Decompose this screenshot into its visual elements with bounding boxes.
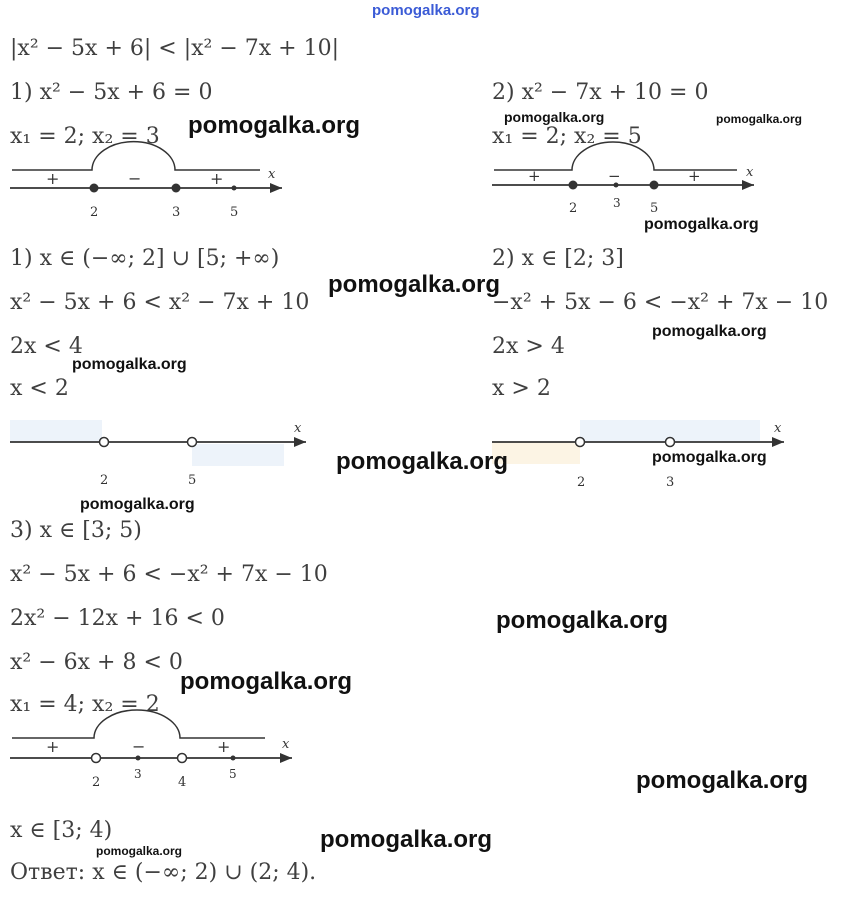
problem-statement: |x² − 5x + 6| < |x² − 7x + 10| bbox=[10, 36, 340, 61]
number-line-5 bbox=[10, 732, 300, 792]
tick-label: 5 bbox=[650, 201, 659, 216]
case-2-result: x > 2 bbox=[492, 376, 551, 401]
tick-label: 2 bbox=[92, 775, 101, 790]
sign-label: − bbox=[128, 169, 142, 188]
case-3-roots: x₁ = 4; x₂ = 2 bbox=[10, 692, 160, 717]
roots-2: x₁ = 2; x₂ = 5 bbox=[492, 124, 642, 149]
roots-1: x₁ = 2; x₂ = 3 bbox=[10, 124, 160, 149]
sign-label: + bbox=[46, 737, 60, 756]
case-3-result: x ∈ [3; 4) bbox=[10, 818, 113, 843]
number-line-2 bbox=[492, 162, 767, 222]
axis-var-label: x bbox=[746, 165, 754, 180]
sign-label: + bbox=[46, 169, 60, 188]
watermark: pomogalka.org bbox=[496, 607, 669, 634]
sign-label: − bbox=[608, 167, 621, 185]
tick-label: 5 bbox=[230, 205, 239, 220]
tick-label: 5 bbox=[188, 473, 197, 488]
case-1-interval: 1) x ∈ (−∞; 2] ∪ [5; +∞) bbox=[10, 246, 280, 271]
case-1-inequality: x² − 5x + 6 < x² − 7x + 10 bbox=[10, 290, 310, 315]
watermark-top: pomogalka.org bbox=[372, 2, 480, 19]
case-3-interval: 3) x ∈ [3; 5) bbox=[10, 518, 142, 543]
axis-var-label: x bbox=[774, 421, 782, 436]
tick-label: 3 bbox=[134, 767, 142, 781]
case-1-step: 2x < 4 bbox=[10, 334, 83, 359]
sign-label: + bbox=[217, 737, 231, 756]
watermark: pomogalka.org bbox=[320, 826, 493, 853]
tick-label: 2 bbox=[569, 201, 578, 216]
case-2-inequality: −x² + 5x − 6 < −x² + 7x − 10 bbox=[492, 290, 829, 315]
watermark: pomogalka.org bbox=[72, 356, 187, 373]
watermark: pomogalka.org bbox=[188, 112, 361, 139]
watermark: pomogalka.org bbox=[180, 668, 353, 695]
tick-label: 2 bbox=[100, 473, 109, 488]
number-line-3 bbox=[10, 418, 310, 493]
case-2-step: 2x > 4 bbox=[492, 334, 565, 359]
case-3-step-2: x² − 6x + 8 < 0 bbox=[10, 650, 183, 675]
tick-label: 2 bbox=[90, 205, 99, 220]
watermark: pomogalka.org bbox=[652, 449, 767, 466]
watermark: pomogalka.org bbox=[336, 448, 509, 475]
axis-var-label: x bbox=[294, 421, 302, 436]
watermark: pomogalka.org bbox=[504, 109, 605, 125]
case-3-inequality: x² − 5x + 6 < −x² + 7x − 10 bbox=[10, 562, 328, 587]
equation-1: 1) x² − 5x + 6 = 0 bbox=[10, 80, 213, 105]
watermark: pomogalka.org bbox=[328, 271, 501, 298]
tick-label: 3 bbox=[666, 475, 675, 490]
case-2-interval: 2) x ∈ [2; 3] bbox=[492, 246, 624, 271]
sign-label: + bbox=[528, 167, 541, 185]
axis-var-label: x bbox=[282, 737, 290, 752]
watermark: pomogalka.org bbox=[716, 112, 803, 126]
tick-label: 3 bbox=[613, 196, 621, 210]
tick-label: 3 bbox=[172, 205, 181, 220]
tick-label: 4 bbox=[178, 775, 187, 790]
watermark: pomogalka.org bbox=[636, 767, 809, 794]
tick-label: 2 bbox=[577, 475, 586, 490]
case-3-step-1: 2x² − 12x + 16 < 0 bbox=[10, 606, 225, 631]
sign-label: − bbox=[132, 737, 146, 756]
equation-2: 2) x² − 7x + 10 = 0 bbox=[492, 80, 709, 105]
case-1-result: x < 2 bbox=[10, 376, 69, 401]
sign-label: + bbox=[688, 167, 701, 185]
watermark: pomogalka.org bbox=[652, 323, 767, 340]
watermark: pomogalka.org bbox=[96, 844, 183, 858]
watermark: pomogalka.org bbox=[644, 216, 759, 233]
tick-label: 5 bbox=[229, 767, 237, 781]
sign-label: + bbox=[210, 169, 224, 188]
number-line-1 bbox=[10, 162, 285, 222]
watermark: pomogalka.org bbox=[80, 496, 195, 513]
final-answer: Ответ: x ∈ (−∞; 2) ∪ (2; 4). bbox=[10, 860, 317, 885]
axis-var-label: x bbox=[268, 167, 276, 182]
